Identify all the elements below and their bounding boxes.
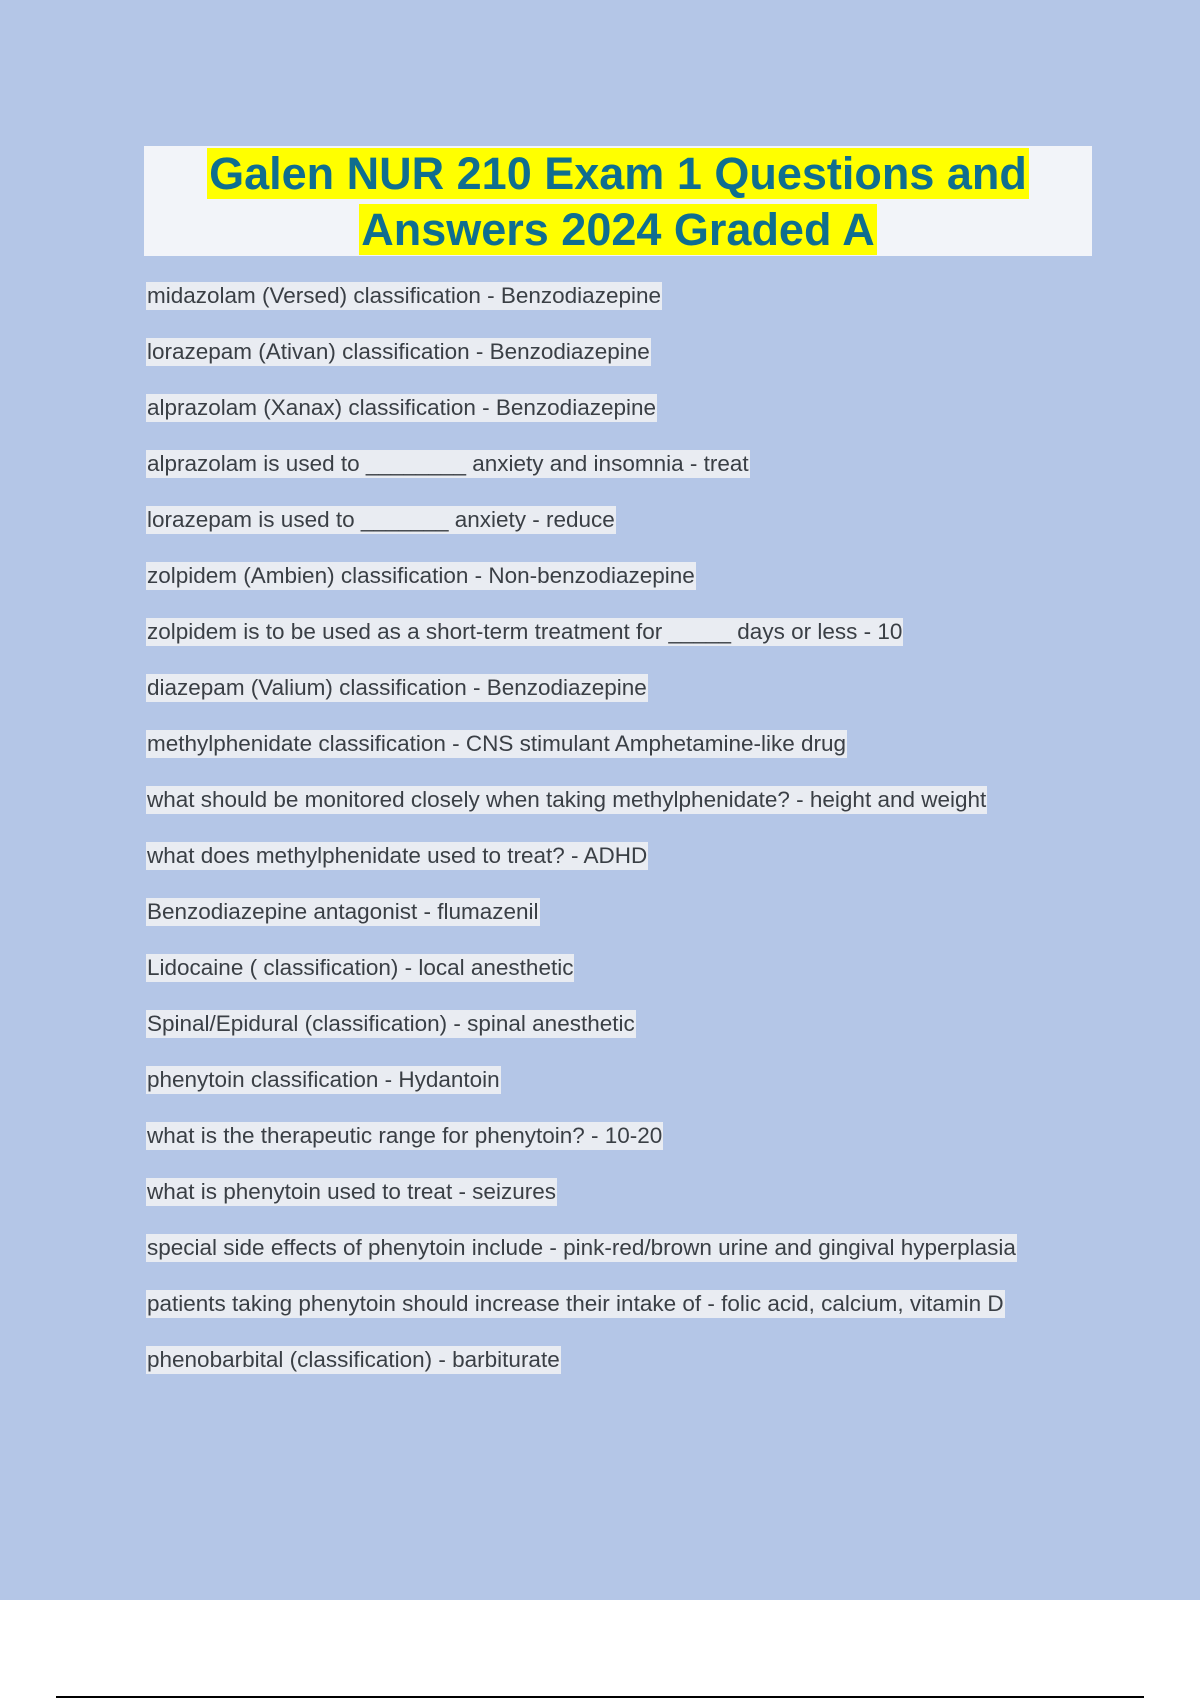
qa-item-text: what is phenytoin used to treat - seizures <box>147 1179 556 1204</box>
qa-item-text: midazolam (Versed) classification - Benzodiazepine <box>147 283 661 308</box>
qa-item <box>146 1346 1106 1402</box>
qa-item-text: alprazolam (Xanax) classification - Benzodiazepine <box>147 395 657 420</box>
qa-list <box>146 282 1106 1402</box>
qa-item <box>146 506 1106 562</box>
qa-item <box>146 1178 1106 1234</box>
qa-item-text: Lidocaine ( classification) - local anesthetic <box>147 955 574 980</box>
qa-item <box>146 1290 1106 1346</box>
qa-item <box>146 1010 1106 1066</box>
qa-item <box>146 450 1106 506</box>
qa-item <box>146 674 1106 730</box>
qa-item <box>146 282 1106 338</box>
qa-item-text: methylphenidate classification - CNS stimulant Amphetamine-like drug <box>147 731 847 756</box>
qa-item-text: alprazolam is used to ________ anxiety and insomnia - treat <box>147 451 749 476</box>
qa-item-text: special side effects of phenytoin include - pink-red/brown urine and gingival hyperplasia <box>147 1235 1016 1260</box>
qa-item-text: Spinal/Epidural (classification) - spinal anesthetic <box>147 1011 635 1036</box>
qa-item <box>146 1122 1106 1178</box>
qa-item <box>146 954 1106 1010</box>
qa-item-text: patients taking phenytoin should increase their intake of - folic acid, calcium, vitamin D <box>147 1291 1004 1316</box>
qa-item <box>146 898 1106 954</box>
qa-item <box>146 562 1106 618</box>
qa-item <box>146 394 1106 450</box>
qa-item-text: zolpidem is to be used as a short-term treatment for _____ days or less - 10 <box>147 619 903 644</box>
qa-item-text: Benzodiazepine antagonist - flumazenil <box>147 899 539 924</box>
qa-item <box>146 1066 1106 1122</box>
qa-item <box>146 786 1106 842</box>
qa-item <box>146 338 1106 394</box>
qa-item-text: phenobarbital (classification) - barbiturate <box>147 1347 560 1372</box>
qa-item <box>146 618 1106 674</box>
qa-item-text: diazepam (Valium) classification - Benzodiazepine <box>147 675 647 700</box>
qa-item <box>146 842 1106 898</box>
qa-item-text: what is the therapeutic range for phenytoin? - 10-20 <box>147 1123 663 1148</box>
qa-item-text: what does methylphenidate used to treat? - ADHD <box>147 843 648 868</box>
qa-item-text: lorazepam is used to _______ anxiety - reduce <box>147 507 615 532</box>
title-box <box>144 146 1092 256</box>
qa-item-text: zolpidem (Ambien) classification - Non-benzodiazepine <box>147 563 695 588</box>
qa-item <box>146 1234 1106 1290</box>
qa-item-text: lorazepam (Ativan) classification - Benzodiazepine <box>147 339 650 364</box>
qa-item-text: phenytoin classification - Hydantoin <box>147 1067 500 1092</box>
document-title: Galen NUR 210 Exam 1 Questions and Answers 2024 Graded A <box>209 148 1027 255</box>
footer-divider <box>56 1696 1144 1698</box>
qa-item <box>146 730 1106 786</box>
qa-item-text: what should be monitored closely when taking methylphenidate? - height and weight <box>147 787 987 812</box>
